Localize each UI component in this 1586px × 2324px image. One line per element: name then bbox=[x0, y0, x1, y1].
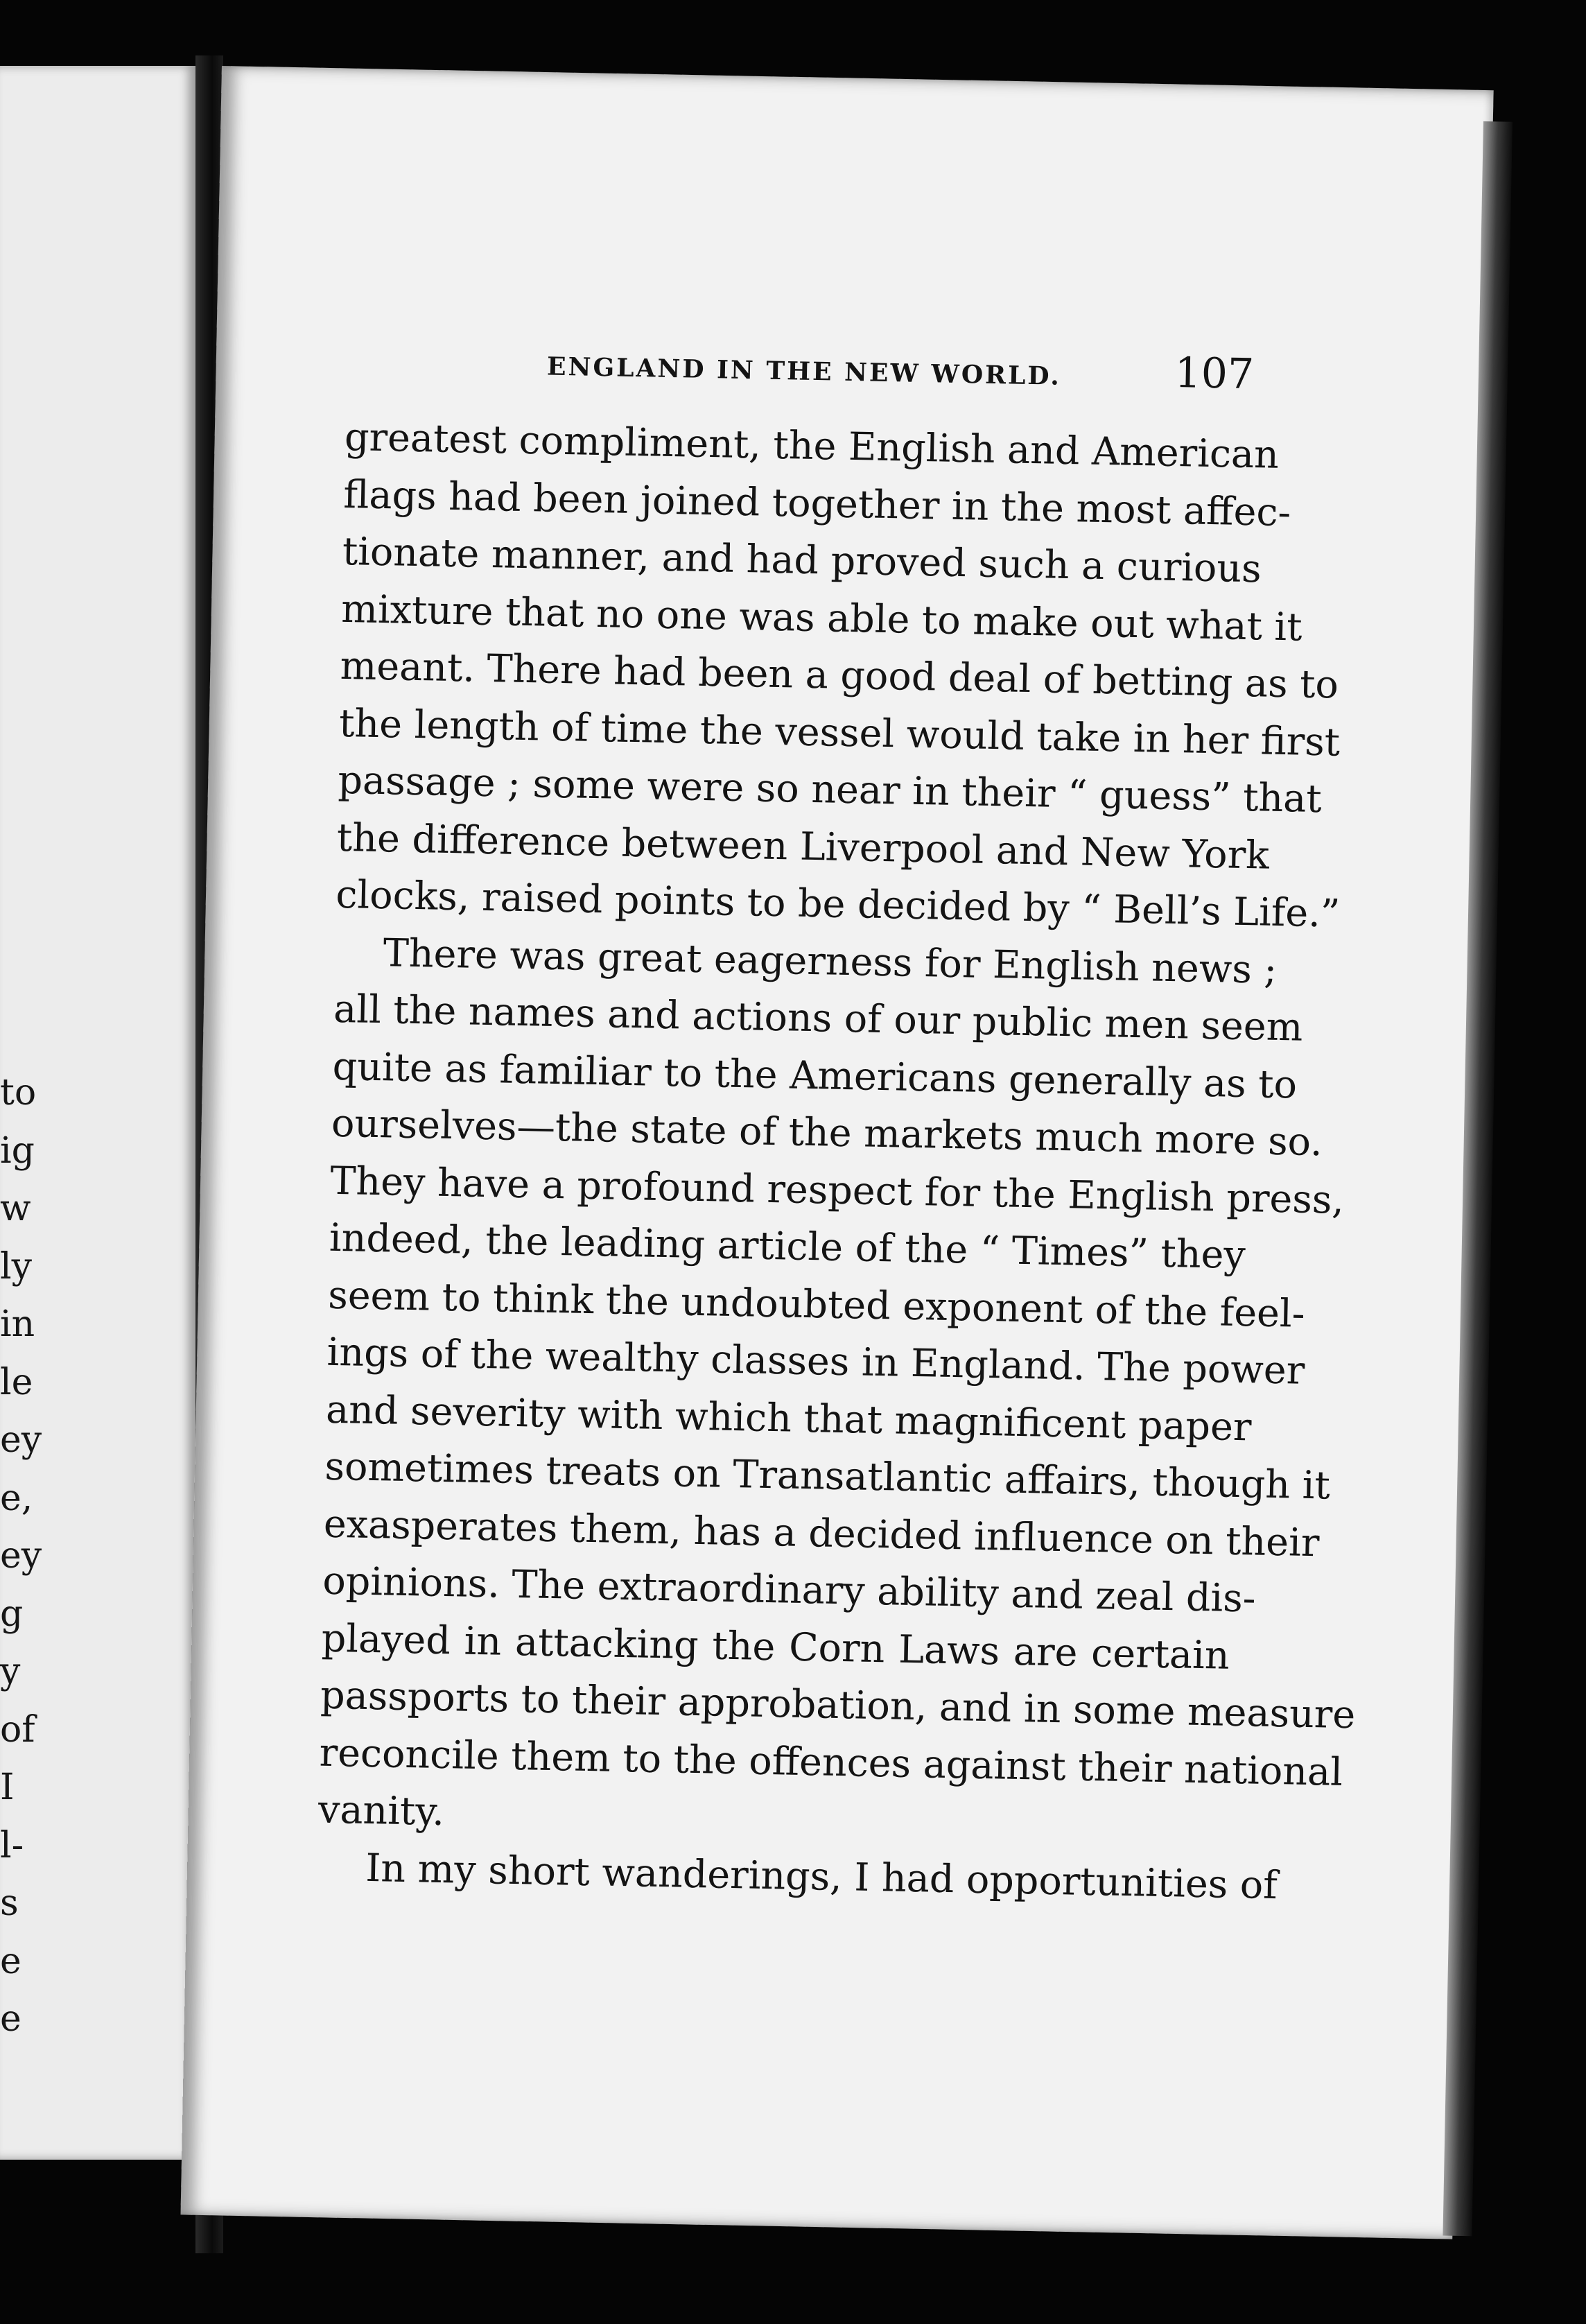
text-line: passage ; some were so near in their “ guess” that bbox=[337, 757, 1323, 822]
text-line: exasperates them, has a decided influence on their bbox=[323, 1501, 1320, 1566]
text-line: vanity. bbox=[317, 1787, 445, 1835]
text-line: played in attacking the Corn Laws are certain bbox=[321, 1615, 1230, 1679]
running-head-title: ENGLAND IN THE NEW WORLD. bbox=[546, 352, 1062, 391]
previous-page-fragment: w bbox=[0, 1188, 31, 1229]
text-line: opinions. The extraordinary ability and zeal dis- bbox=[322, 1558, 1257, 1622]
previous-page-fragment: of bbox=[0, 1708, 35, 1751]
text-line: greatest compliment, the English and American bbox=[344, 414, 1280, 478]
text-line: the length of time the vessel would take in her first bbox=[338, 700, 1341, 765]
previous-page-fragment: g bbox=[0, 1593, 24, 1635]
text-line: There was great eagerness for English news ; bbox=[383, 930, 1278, 993]
text-line: They have a profound respect for the English press, bbox=[329, 1158, 1345, 1223]
previous-page-fragment: ey bbox=[0, 1535, 42, 1577]
text-line: the difference between Liverpool and New York bbox=[336, 815, 1270, 878]
previous-page-text-fragments bbox=[0, 1064, 69, 2049]
text-line: flags had been joined together in the most affec- bbox=[342, 471, 1291, 535]
text-line: In my short wanderings, I had opportunities of bbox=[365, 1845, 1278, 1908]
previous-page-fragment: s bbox=[0, 1882, 19, 1924]
text-line: ourselves—the state of the markets much more so. bbox=[331, 1100, 1323, 1165]
text-line: quite as familiar to the Americans generally as to bbox=[332, 1043, 1298, 1108]
text-line: sometimes treats on Transatlantic affairs, though it bbox=[324, 1443, 1331, 1509]
text-line: passports to their approbation, and in some measure bbox=[320, 1672, 1356, 1738]
previous-page-fragment: I bbox=[0, 1767, 15, 1808]
text-line: tionate manner, and had proved such a curious bbox=[342, 528, 1262, 592]
text-line: mixture that no one was able to make out what it bbox=[340, 586, 1303, 650]
previous-page-fragment: e bbox=[0, 1940, 21, 1982]
previous-page-fragment: ig bbox=[0, 1129, 35, 1172]
previous-page-edge bbox=[0, 66, 195, 2160]
paragraph bbox=[317, 923, 1356, 1856]
previous-page-fragment: l- bbox=[0, 1824, 24, 1866]
text-line: reconcile them to the offences against their national bbox=[319, 1730, 1343, 1795]
previous-page-fragment: ly bbox=[0, 1245, 33, 1287]
body-text bbox=[317, 409, 1356, 1914]
page-text-block bbox=[317, 333, 1356, 1914]
text-line: indeed, the leading article of the “ Times” they bbox=[329, 1215, 1246, 1278]
text-line: all the names and actions of our public men seem bbox=[333, 986, 1303, 1050]
previous-page-fragment: y bbox=[0, 1651, 21, 1692]
previous-page-fragment: to bbox=[0, 1072, 37, 1113]
text-line: seem to think the undoubted exponent of the feel- bbox=[327, 1272, 1306, 1337]
previous-page-fragment: in bbox=[0, 1303, 35, 1345]
previous-page-fragment: ey bbox=[0, 1419, 42, 1461]
previous-page-fragment: le bbox=[0, 1361, 33, 1403]
previous-page-fragment: e bbox=[0, 1998, 21, 2040]
text-line: ings of the wealthy classes in England. The power bbox=[326, 1329, 1305, 1394]
page-number: 107 bbox=[1174, 348, 1255, 399]
text-line: and severity with which that magnificent paper bbox=[325, 1387, 1253, 1450]
previous-page-fragment: e, bbox=[0, 1477, 33, 1519]
paragraph bbox=[335, 409, 1341, 942]
text-line: meant. There had been a good deal of betting as to bbox=[340, 643, 1339, 708]
text-line: clocks, raised points to be decided by “ Bell’s Life.” bbox=[335, 872, 1341, 937]
